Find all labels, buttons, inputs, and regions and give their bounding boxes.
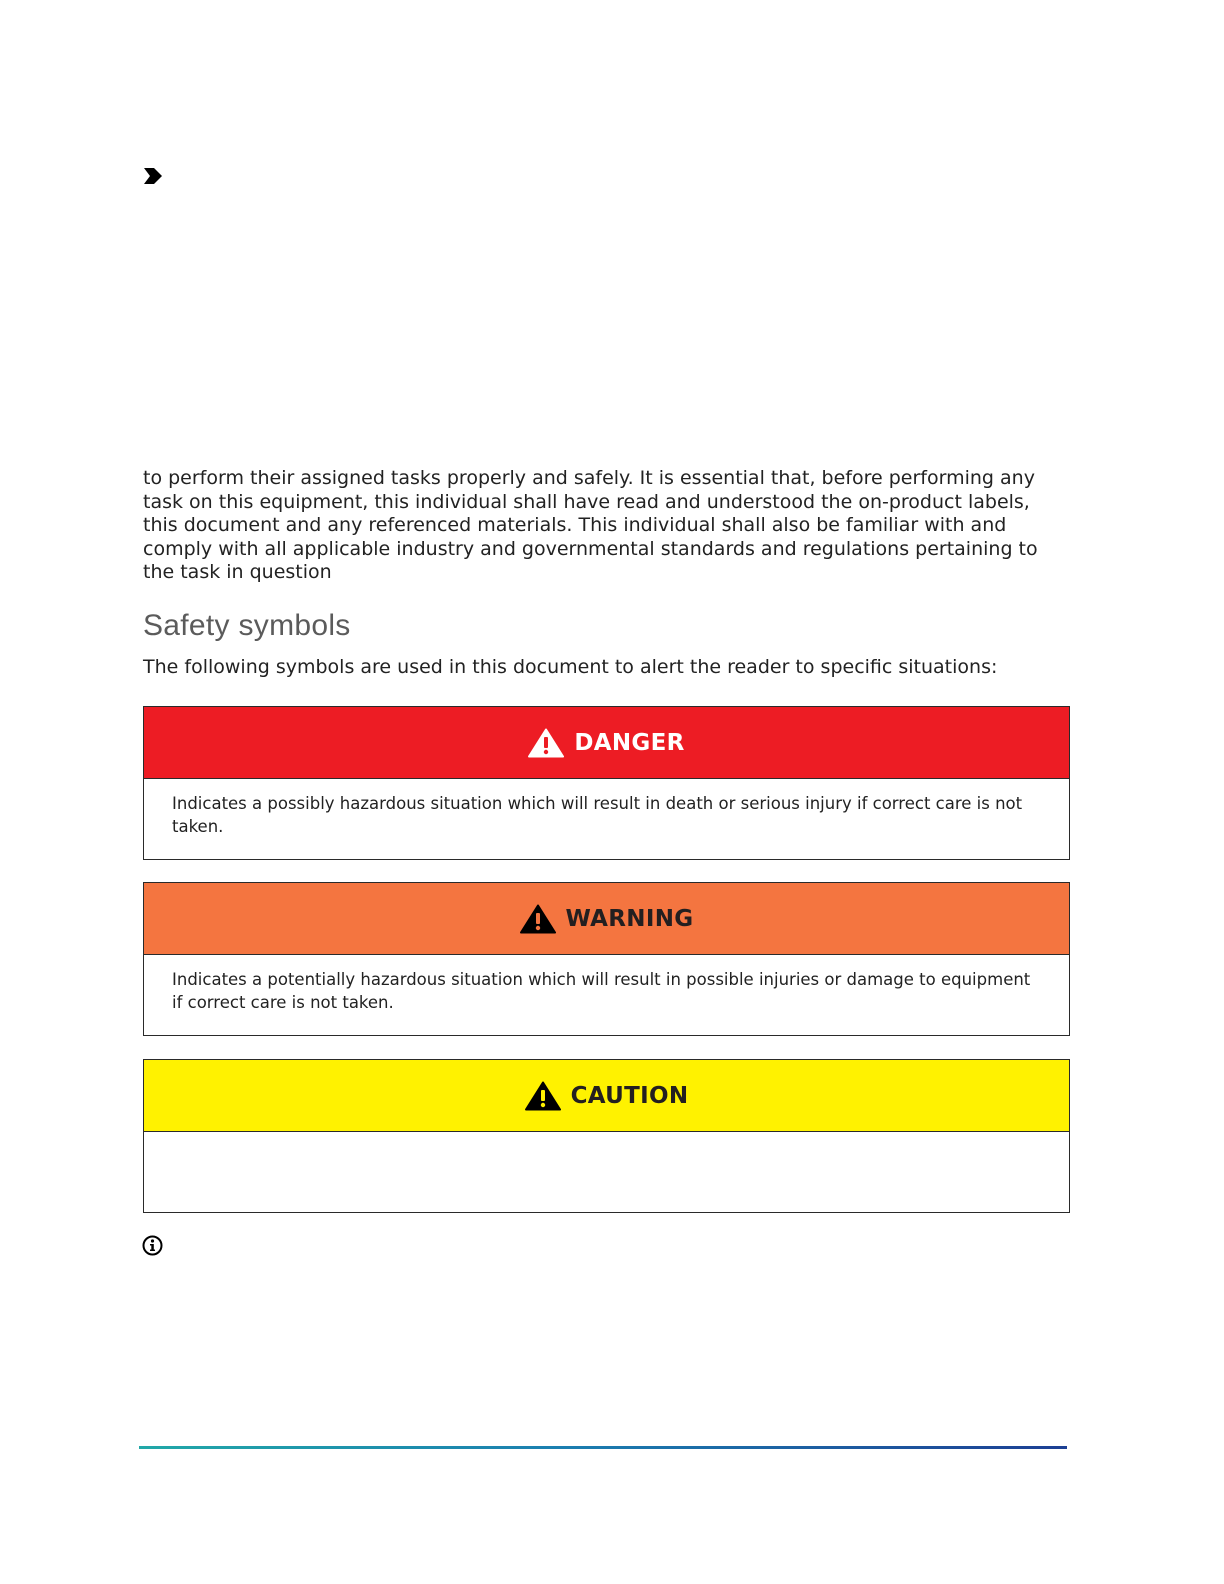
- info-circle-icon: [142, 1235, 163, 1256]
- warning-notice: [143, 882, 1070, 1036]
- warning-triangle-icon: [525, 1081, 561, 1111]
- caution-text: [144, 1132, 1069, 1212]
- warning-text: Indicates a potentially hazardous situation which will result in possible injuries or damage to equipment if correct care is not taken.: [172, 970, 1031, 1012]
- caution-notice: [143, 1059, 1070, 1213]
- danger-label: DANGER: [574, 729, 685, 756]
- chevron-right-icon: [143, 167, 163, 185]
- footer-rule: [139, 1446, 1067, 1449]
- caution-label: CAUTION: [570, 1082, 689, 1109]
- warning-header: [144, 883, 1069, 955]
- warning-triangle-icon: [528, 728, 564, 758]
- caution-header: [144, 1060, 1069, 1132]
- section-title: Safety symbols: [143, 609, 351, 642]
- warning-triangle-icon: [520, 904, 556, 934]
- section-intro: The following symbols are used in this document to alert the reader to specific situations:: [143, 656, 998, 678]
- danger-notice: [143, 706, 1070, 860]
- danger-header: [144, 707, 1069, 779]
- warning-label: WARNING: [565, 905, 694, 932]
- body-paragraph: to perform their assigned tasks properly and safely. It is essential that, before performing any task on this equipment, this individual shall have read and understood the on-product labels, this document and any referenced materials. This individual shall also be familiar with and comply with all applicable industry and governmental standards and regulations pertaining to the task in question: [143, 467, 1038, 584]
- danger-text: Indicates a possibly hazardous situation which will result in death or serious injury if correct care is not taken.: [172, 794, 1023, 836]
